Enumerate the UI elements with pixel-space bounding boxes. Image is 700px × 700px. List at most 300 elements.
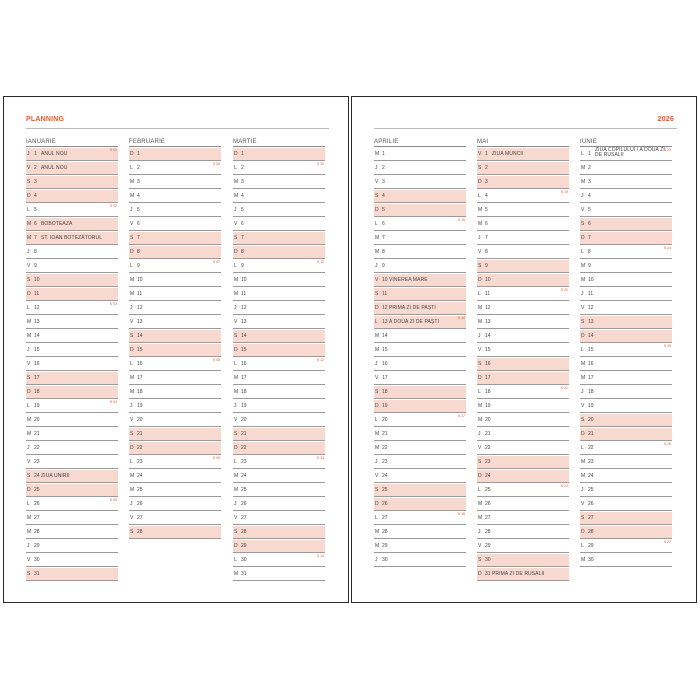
day-row[interactable] [477, 568, 569, 581]
day-row[interactable] [580, 484, 672, 497]
day-row[interactable] [580, 358, 672, 371]
day-number: 25 [588, 487, 594, 493]
day-row[interactable] [374, 302, 466, 315]
day-row[interactable] [374, 260, 466, 273]
weekday-letter: V [130, 221, 134, 227]
day-number: 28 [588, 529, 594, 535]
day-row[interactable] [580, 246, 672, 259]
day-row[interactable] [374, 540, 466, 553]
day-row[interactable] [477, 162, 569, 175]
holiday-label: ZIUA COPILULUI / A DOUA ZI DE RUSALII [595, 147, 665, 158]
day-row[interactable] [233, 428, 325, 441]
weekday-letter: V [375, 473, 379, 479]
day-number: 7 [588, 235, 591, 241]
day-number: 28 [241, 529, 247, 535]
weekday-letter: V [27, 361, 31, 367]
day-row[interactable] [129, 386, 221, 399]
day-row[interactable] [26, 260, 118, 273]
day-row[interactable] [477, 260, 569, 273]
day-row[interactable] [26, 302, 118, 315]
day-row[interactable] [26, 344, 118, 357]
day-row[interactable] [129, 330, 221, 343]
day-row[interactable] [374, 190, 466, 203]
day-row[interactable] [26, 190, 118, 203]
weekday-letter: D [478, 571, 482, 577]
day-number: 11 [241, 291, 247, 297]
day-row[interactable] [129, 414, 221, 427]
day-row[interactable] [580, 260, 672, 273]
day-row[interactable] [580, 316, 672, 329]
day-row[interactable] [233, 372, 325, 385]
day-row[interactable] [477, 512, 569, 525]
day-row[interactable] [129, 274, 221, 287]
day-row[interactable] [233, 316, 325, 329]
weekday-letter: M [27, 431, 32, 437]
title-divider [374, 128, 677, 129]
weekday-letter: D [478, 473, 482, 479]
day-number: 24 [588, 473, 594, 479]
day-number: 14 [34, 333, 40, 339]
weekday-letter: V [478, 151, 482, 157]
weekday-letter: J [581, 193, 584, 199]
weekday-letter: S [581, 221, 585, 227]
week-number: S 10 [316, 162, 324, 166]
day-row[interactable] [374, 386, 466, 399]
day-number: 26 [485, 501, 491, 507]
weekday-letter: S [130, 235, 134, 241]
day-row[interactable] [580, 456, 672, 469]
day-row[interactable] [374, 554, 466, 567]
day-number: 5 [588, 207, 591, 213]
day-row[interactable] [580, 442, 672, 455]
day-row[interactable] [129, 162, 221, 175]
day-number: 7 [382, 235, 385, 241]
day-row[interactable] [129, 358, 221, 371]
day-row[interactable] [233, 456, 325, 469]
day-row[interactable] [233, 358, 325, 371]
day-row[interactable] [477, 190, 569, 203]
day-row[interactable] [233, 386, 325, 399]
day-row[interactable] [477, 540, 569, 553]
day-row[interactable] [580, 148, 672, 161]
day-row[interactable] [477, 330, 569, 343]
day-row[interactable] [477, 232, 569, 245]
day-row[interactable] [580, 302, 672, 315]
day-row[interactable] [580, 526, 672, 539]
day-row[interactable] [374, 372, 466, 385]
day-row[interactable] [477, 372, 569, 385]
week-number: S 03 [109, 302, 117, 306]
day-row[interactable] [129, 302, 221, 315]
month-name: IANUARIE [26, 138, 118, 147]
week-number: S 21 [560, 386, 568, 390]
day-row[interactable] [477, 400, 569, 413]
day-row[interactable] [233, 498, 325, 511]
week-number: S 27 [663, 540, 671, 544]
weekday-letter: D [375, 501, 379, 507]
day-row[interactable] [129, 526, 221, 539]
day-number: 16 [34, 361, 40, 367]
day-row[interactable] [233, 344, 325, 357]
month-column-aprilie [374, 138, 466, 567]
day-number: 13 [241, 319, 247, 325]
day-number: 9 [34, 263, 37, 269]
weekday-letter: V [478, 249, 482, 255]
day-row[interactable] [580, 176, 672, 189]
weekday-letter: J [130, 403, 133, 409]
day-row[interactable] [26, 428, 118, 441]
day-row[interactable] [129, 372, 221, 385]
day-row[interactable] [129, 148, 221, 161]
day-row[interactable] [374, 274, 466, 287]
day-row[interactable] [129, 260, 221, 273]
day-row[interactable] [233, 400, 325, 413]
day-row[interactable] [26, 358, 118, 371]
day-row[interactable] [374, 162, 466, 175]
day-number: 10 [485, 277, 491, 283]
day-number: 8 [241, 249, 244, 255]
weekday-letter: L [234, 459, 237, 465]
day-number: 28 [137, 529, 143, 535]
day-row[interactable] [580, 554, 672, 567]
day-row[interactable] [233, 148, 325, 161]
day-row[interactable] [26, 442, 118, 455]
weekday-letter: J [27, 151, 30, 157]
day-row[interactable] [233, 288, 325, 301]
day-row[interactable] [129, 400, 221, 413]
weekday-letter: S [375, 291, 379, 297]
day-number: 29 [485, 543, 491, 549]
weekday-letter: L [27, 501, 30, 507]
day-row[interactable] [580, 470, 672, 483]
day-number: 23 [588, 459, 594, 465]
day-row[interactable] [233, 484, 325, 497]
day-row[interactable] [233, 442, 325, 455]
day-row[interactable] [26, 330, 118, 343]
day-row[interactable] [26, 316, 118, 329]
day-number: 22 [241, 445, 247, 451]
weekday-letter: J [478, 235, 481, 241]
weekday-letter: M [130, 487, 135, 493]
day-row[interactable] [26, 204, 118, 217]
day-row[interactable] [580, 218, 672, 231]
day-row[interactable] [580, 498, 672, 511]
day-number: 13 [382, 319, 388, 325]
day-row[interactable] [26, 470, 118, 483]
day-row[interactable] [129, 176, 221, 189]
day-number: 6 [137, 221, 140, 227]
weekday-letter: J [234, 403, 237, 409]
day-row[interactable] [26, 498, 118, 511]
day-row[interactable] [477, 386, 569, 399]
day-row[interactable] [26, 232, 118, 245]
day-row[interactable] [26, 554, 118, 567]
day-number: 11 [137, 291, 143, 297]
day-row[interactable] [233, 274, 325, 287]
day-row[interactable] [580, 414, 672, 427]
weekday-letter: V [130, 417, 134, 423]
weekday-letter: D [375, 305, 379, 311]
day-row[interactable] [374, 456, 466, 469]
weekday-letter: J [27, 543, 30, 549]
day-row[interactable] [129, 442, 221, 455]
day-row[interactable] [477, 246, 569, 259]
week-number: S 26 [663, 442, 671, 446]
day-row[interactable] [26, 456, 118, 469]
day-number: 21 [241, 431, 247, 437]
day-row[interactable] [477, 470, 569, 483]
day-number: 23 [34, 459, 40, 465]
day-row[interactable] [477, 148, 569, 161]
weekday-letter: L [130, 263, 133, 269]
holiday-label: VINEREA MARE [389, 277, 428, 283]
day-row[interactable] [26, 526, 118, 539]
day-number: 21 [382, 431, 388, 437]
month-column-martie [233, 138, 325, 581]
weekday-letter: M [581, 361, 586, 367]
day-number: 10 [588, 277, 594, 283]
day-row[interactable] [374, 246, 466, 259]
weekday-letter: M [130, 193, 135, 199]
day-row[interactable] [374, 218, 466, 231]
day-row[interactable] [129, 498, 221, 511]
weekday-letter: S [478, 361, 482, 367]
weekday-letter: S [581, 417, 585, 423]
day-row[interactable] [580, 232, 672, 245]
day-number: 2 [34, 165, 37, 171]
weekday-letter: M [130, 375, 135, 381]
day-number: 6 [485, 221, 488, 227]
day-row[interactable] [477, 274, 569, 287]
day-row[interactable] [374, 344, 466, 357]
day-row[interactable] [477, 344, 569, 357]
day-row[interactable] [374, 358, 466, 371]
left-page [3, 96, 349, 603]
day-row[interactable] [580, 288, 672, 301]
day-row[interactable] [477, 456, 569, 469]
day-row[interactable] [477, 204, 569, 217]
weekday-letter: M [478, 417, 483, 423]
day-row[interactable] [233, 554, 325, 567]
day-row[interactable] [26, 568, 118, 581]
day-row[interactable] [477, 428, 569, 441]
day-row[interactable] [129, 190, 221, 203]
day-row[interactable] [26, 288, 118, 301]
day-row[interactable] [580, 540, 672, 553]
day-row[interactable] [580, 400, 672, 413]
weekday-letter: L [234, 165, 237, 171]
day-row[interactable] [26, 540, 118, 553]
day-number: 20 [382, 417, 388, 423]
day-number: 31 [485, 571, 491, 577]
day-row[interactable] [233, 414, 325, 427]
day-row[interactable] [374, 288, 466, 301]
day-row[interactable] [129, 484, 221, 497]
weekday-letter: V [581, 501, 585, 507]
weekday-letter: D [581, 235, 585, 241]
day-row[interactable] [129, 344, 221, 357]
day-row[interactable] [233, 218, 325, 231]
day-row[interactable] [374, 330, 466, 343]
weekday-letter: J [234, 207, 237, 213]
day-row[interactable] [477, 176, 569, 189]
day-row[interactable] [374, 204, 466, 217]
day-row[interactable] [26, 386, 118, 399]
day-row[interactable] [580, 204, 672, 217]
day-row[interactable] [233, 470, 325, 483]
day-row[interactable] [26, 162, 118, 175]
day-number: 12 [382, 305, 388, 311]
day-number: 21 [34, 431, 40, 437]
weekday-letter: M [27, 319, 32, 325]
day-row[interactable] [580, 386, 672, 399]
day-row[interactable] [129, 288, 221, 301]
weekday-letter: M [234, 291, 239, 297]
day-row[interactable] [477, 316, 569, 329]
week-number: S 15 [457, 218, 465, 222]
weekday-letter: M [375, 529, 380, 535]
weekday-letter: M [234, 389, 239, 395]
day-row[interactable] [129, 316, 221, 329]
weekday-letter: M [234, 375, 239, 381]
day-row[interactable] [374, 414, 466, 427]
day-number: 16 [588, 361, 594, 367]
week-number: S 25 [663, 344, 671, 348]
day-number: 12 [485, 305, 491, 311]
holiday-label: ZIUA UNIRII [41, 473, 70, 479]
day-row[interactable] [233, 568, 325, 581]
day-row[interactable] [233, 246, 325, 259]
day-row[interactable] [233, 302, 325, 315]
day-row[interactable] [374, 428, 466, 441]
day-row[interactable] [374, 148, 466, 161]
day-number: 24 [485, 473, 491, 479]
day-row[interactable] [129, 512, 221, 525]
day-row[interactable] [374, 470, 466, 483]
day-row[interactable] [26, 484, 118, 497]
weekday-letter: M [375, 347, 380, 353]
weekday-letter: D [581, 529, 585, 535]
day-row[interactable] [233, 540, 325, 553]
day-row[interactable] [129, 218, 221, 231]
day-row[interactable] [233, 232, 325, 245]
day-number: 9 [382, 263, 385, 269]
day-row[interactable] [26, 372, 118, 385]
weekday-letter: J [234, 501, 237, 507]
day-row[interactable] [580, 274, 672, 287]
weekday-letter: M [130, 389, 135, 395]
day-row[interactable] [580, 162, 672, 175]
day-row[interactable] [129, 204, 221, 217]
day-row[interactable] [129, 456, 221, 469]
day-row[interactable] [233, 176, 325, 189]
day-row[interactable] [477, 302, 569, 315]
day-row[interactable] [477, 554, 569, 567]
day-row[interactable] [580, 512, 672, 525]
day-row[interactable] [26, 274, 118, 287]
day-row[interactable] [477, 442, 569, 455]
day-row[interactable] [477, 218, 569, 231]
weekday-letter: S [478, 557, 482, 563]
day-number: 28 [34, 529, 40, 535]
day-number: 22 [137, 445, 143, 451]
day-row[interactable] [477, 288, 569, 301]
weekday-letter: S [234, 431, 238, 437]
weekday-letter: V [27, 459, 31, 465]
day-number: 6 [34, 221, 37, 227]
day-row[interactable] [233, 330, 325, 343]
day-row[interactable] [129, 232, 221, 245]
day-row[interactable] [26, 246, 118, 259]
day-row[interactable] [374, 400, 466, 413]
day-row[interactable] [26, 414, 118, 427]
day-row[interactable] [233, 260, 325, 273]
day-row[interactable] [580, 372, 672, 385]
day-row[interactable] [233, 204, 325, 217]
day-number: 9 [485, 263, 488, 269]
day-row[interactable] [233, 162, 325, 175]
week-number: S 18 [457, 512, 465, 516]
day-row[interactable] [477, 498, 569, 511]
week-number: S 22 [560, 484, 568, 488]
weekday-letter: M [478, 319, 483, 325]
day-row[interactable] [477, 414, 569, 427]
day-row[interactable] [374, 498, 466, 511]
day-row[interactable] [129, 428, 221, 441]
day-number: 18 [382, 389, 388, 395]
day-row[interactable] [129, 470, 221, 483]
day-row[interactable] [374, 316, 466, 329]
day-number: 1 [588, 151, 591, 157]
day-row[interactable] [477, 484, 569, 497]
day-row[interactable] [580, 428, 672, 441]
month-column-ianuarie [26, 138, 118, 581]
day-number: 17 [34, 375, 40, 381]
day-row[interactable] [580, 344, 672, 357]
day-row[interactable] [374, 232, 466, 245]
day-row[interactable] [477, 358, 569, 371]
day-row[interactable] [129, 246, 221, 259]
day-row[interactable] [374, 176, 466, 189]
day-row[interactable] [26, 400, 118, 413]
day-number: 4 [588, 193, 591, 199]
day-row[interactable] [374, 442, 466, 455]
day-row[interactable] [26, 176, 118, 189]
day-row[interactable] [374, 512, 466, 525]
day-number: 26 [241, 501, 247, 507]
day-row[interactable] [233, 526, 325, 539]
weekday-letter: S [130, 431, 134, 437]
day-row[interactable] [26, 512, 118, 525]
day-number: 1 [137, 151, 140, 157]
day-row[interactable] [26, 148, 118, 161]
day-row[interactable] [374, 484, 466, 497]
day-row[interactable] [26, 218, 118, 231]
day-number: 10 [382, 277, 388, 283]
day-row[interactable] [233, 190, 325, 203]
day-number: 16 [241, 361, 247, 367]
day-row[interactable] [580, 190, 672, 203]
day-row[interactable] [580, 330, 672, 343]
day-row[interactable] [233, 512, 325, 525]
weekday-letter: D [478, 277, 482, 283]
day-row[interactable] [374, 526, 466, 539]
weekday-letter: D [130, 445, 134, 451]
weekday-letter: J [375, 361, 378, 367]
weekday-letter: M [27, 333, 32, 339]
day-number: 5 [137, 207, 140, 213]
day-row[interactable] [477, 526, 569, 539]
